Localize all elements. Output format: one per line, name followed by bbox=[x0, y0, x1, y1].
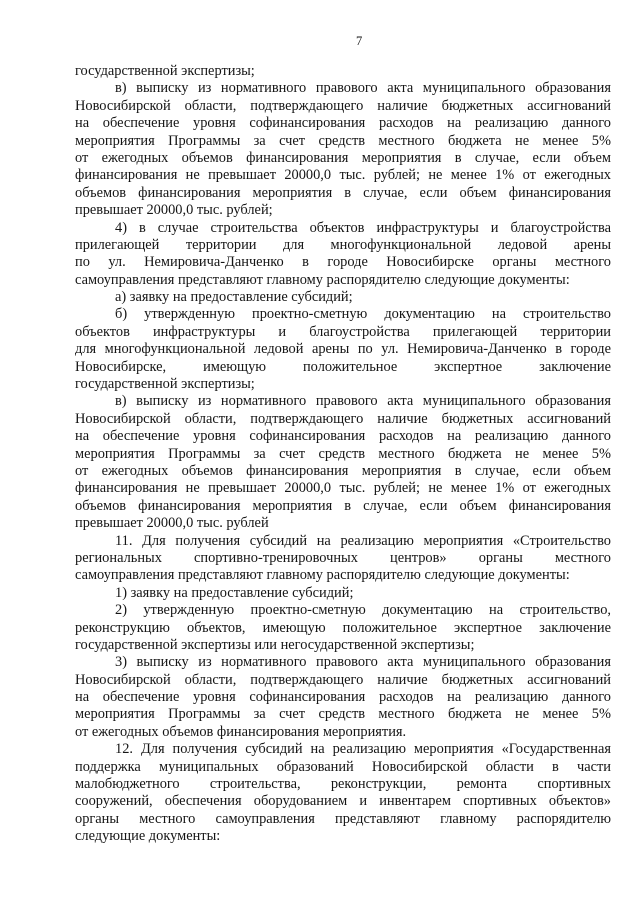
text-line: на обеспечение уровня софинансирования расходов на реализацию данного bbox=[75, 115, 611, 132]
page-number: 7 bbox=[356, 34, 363, 48]
text-line: 4) в случае строительства объектов инфраструктуры и благоустройства bbox=[115, 219, 611, 236]
text-line: превышает 20000,0 тыс. рублей bbox=[75, 515, 269, 532]
text-line: в) выписку из нормативного правового акта муниципального образования bbox=[115, 393, 611, 410]
text-line: самоуправления представляют главному распорядителю следующие документы: bbox=[75, 567, 570, 584]
text-line: от ежегодных объемов финансирования мероприятия. bbox=[75, 723, 407, 740]
paragraph bbox=[75, 80, 611, 219]
text-line: государственной экспертизы; bbox=[75, 376, 255, 393]
text-line: объемов финансирования мероприятия в случае, если объем финансирования bbox=[75, 497, 611, 514]
text-line: прилегающей территории для многофункциональной ледовой арены bbox=[75, 236, 611, 253]
text-line: финансирования не превышает 20000,0 тыс. рублей; не менее 1% от ежегодных bbox=[75, 167, 611, 184]
text-line: а) заявку на предоставление субсидий; bbox=[115, 289, 353, 306]
text-line: 3) выписку из нормативного правового акта муниципального образования bbox=[115, 654, 611, 671]
text-line: Новосибирской области, подтверждающего наличие бюджетных ассигнований bbox=[75, 97, 611, 114]
paragraph bbox=[75, 741, 611, 845]
paragraph bbox=[75, 289, 611, 306]
text-line: Новосибирской области, подтверждающего наличие бюджетных ассигнований bbox=[75, 671, 611, 688]
text-line: объектов инфраструктуры и благоустройства прилегающей территории bbox=[75, 323, 611, 340]
text-line: органы местного самоуправления представляют главному распорядителю bbox=[75, 810, 611, 827]
text-line: 11. Для получения субсидий на реализацию мероприятия «Строительство bbox=[115, 532, 611, 549]
text-line: финансирования не превышает 20000,0 тыс. рублей; не менее 1% от ежегодных bbox=[75, 480, 611, 497]
document-body bbox=[75, 63, 611, 846]
text-line: мероприятия Программы за счет средств местного бюджета не менее 5% bbox=[75, 706, 611, 723]
paragraph bbox=[75, 63, 611, 80]
text-line: 2) утвержденную проектно-сметную документацию на строительство, bbox=[115, 602, 611, 619]
text-line: на обеспечение уровня софинансирования расходов на реализацию данного bbox=[75, 428, 611, 445]
paragraph bbox=[75, 306, 611, 393]
text-line: сооружений, обеспечения оборудованием и инвентарем спортивных объектов» bbox=[75, 793, 611, 810]
text-line: Новосибирске, имеющую положительное экспертное заключение bbox=[75, 358, 611, 375]
paragraph bbox=[75, 533, 611, 585]
text-line: для многофункциональной ледовой арены по ул. Немировича-Данченко в городе bbox=[75, 341, 611, 358]
text-line: по ул. Немировича-Данченко в городе Новосибирске органы местного bbox=[75, 254, 611, 271]
text-line: мероприятия Программы за счет средств местного бюджета не менее 5% bbox=[75, 445, 611, 462]
paragraph bbox=[75, 654, 611, 741]
text-line: объемов финансирования мероприятия в случае, если объем финансирования bbox=[75, 184, 611, 201]
paragraph bbox=[75, 585, 611, 602]
text-line: от ежегодных объемов финансирования мероприятия в случае, если объем bbox=[75, 462, 611, 479]
text-line: от ежегодных объемов финансирования мероприятия в случае, если объем bbox=[75, 149, 611, 166]
text-line: региональных спортивно-тренировочных центров» органы местного bbox=[75, 549, 611, 566]
text-line: поддержка муниципальных образований Новосибирской области в части bbox=[75, 758, 611, 775]
paragraph bbox=[75, 393, 611, 532]
text-line: на обеспечение уровня софинансирования расходов на реализацию данного bbox=[75, 689, 611, 706]
paragraph bbox=[75, 602, 611, 654]
text-line: 12. Для получения субсидий на реализацию мероприятия «Государственная bbox=[115, 741, 611, 758]
text-line: превышает 20000,0 тыс. рублей; bbox=[75, 202, 273, 219]
text-line: малобюджетного строительства, реконструкции, ремонта спортивных bbox=[75, 776, 611, 793]
text-line: государственной экспертизы или негосударственной экспертизы; bbox=[75, 636, 475, 653]
text-line: 1) заявку на предоставление субсидий; bbox=[115, 584, 354, 601]
text-line: государственной экспертизы; bbox=[75, 63, 255, 79]
text-line: б) утвержденную проектно-сметную документацию на строительство bbox=[115, 306, 611, 323]
text-line: Новосибирской области, подтверждающего наличие бюджетных ассигнований bbox=[75, 410, 611, 427]
text-line: в) выписку из нормативного правового акта муниципального образования bbox=[115, 80, 611, 97]
text-line: самоуправления представляют главному распорядителю следующие документы: bbox=[75, 271, 570, 288]
paragraph bbox=[75, 220, 611, 290]
text-line: реконструкцию объектов, имеющую положительное экспертное заключение bbox=[75, 619, 611, 636]
text-line: следующие документы: bbox=[75, 828, 221, 845]
text-line: мероприятия Программы за счет средств местного бюджета не менее 5% bbox=[75, 132, 611, 149]
